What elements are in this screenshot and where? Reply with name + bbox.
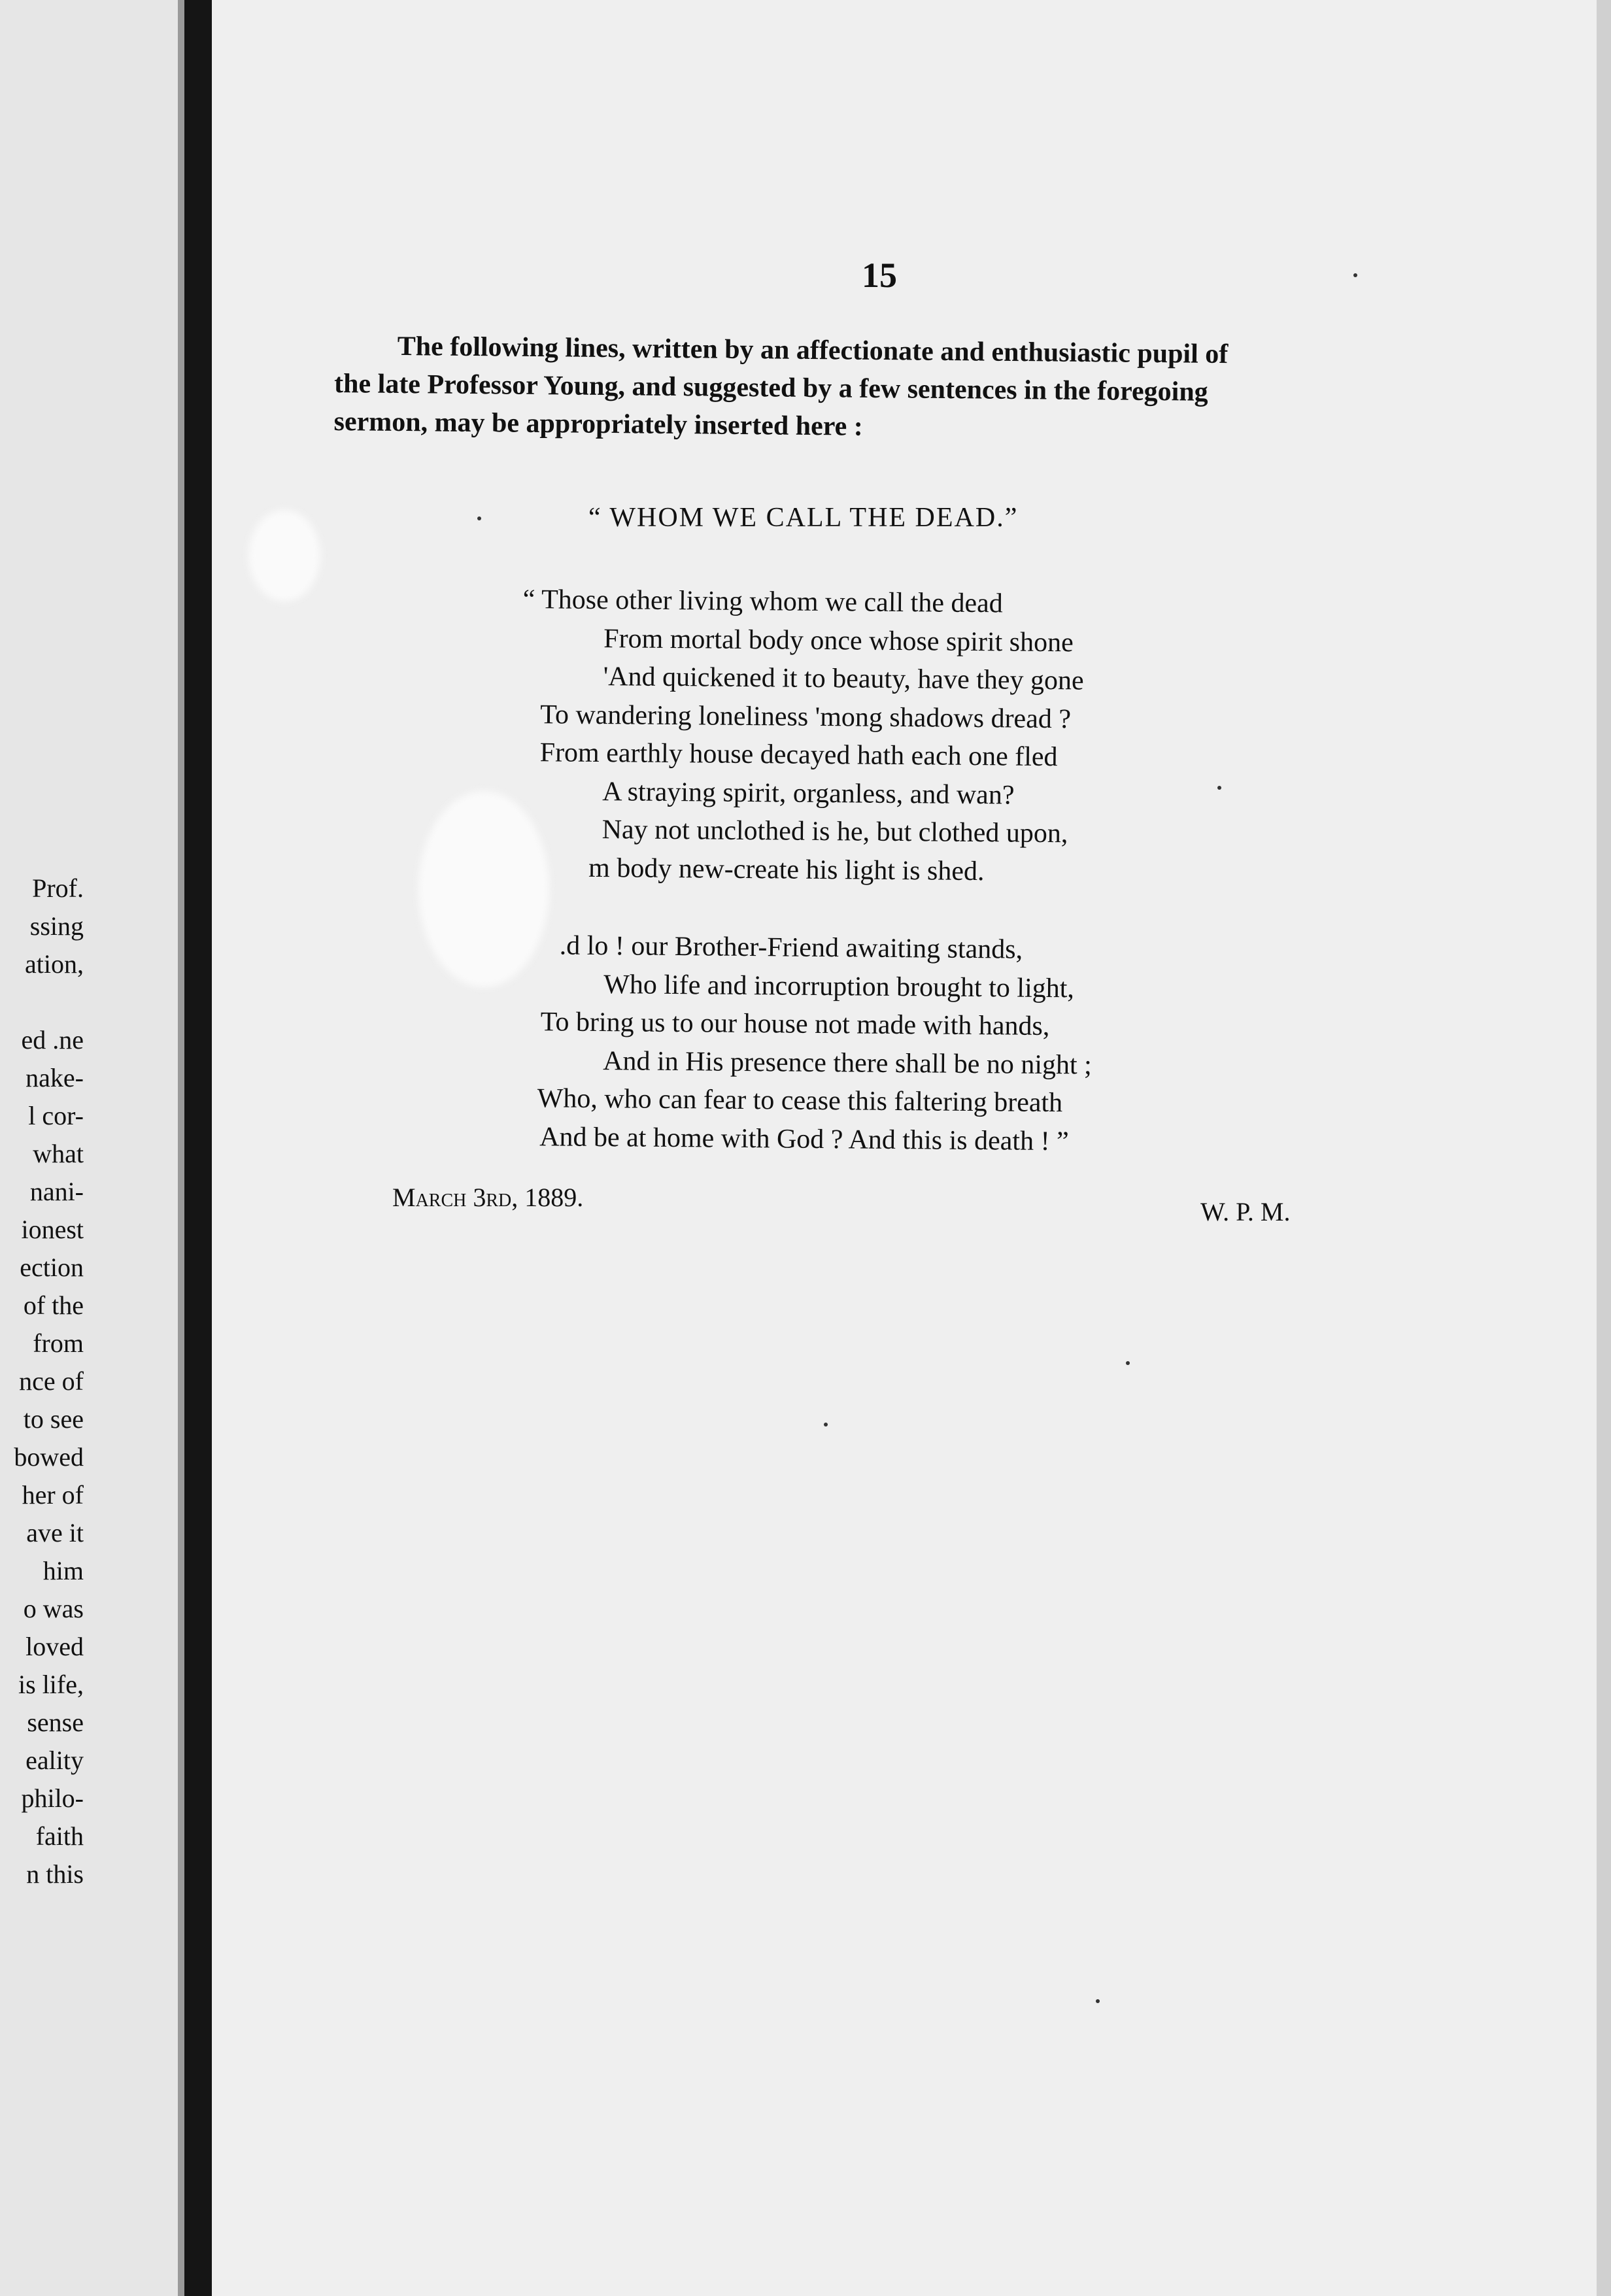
poem-date: March 3rd, 1889. bbox=[392, 1183, 584, 1212]
adjacent-line: o was bbox=[23, 1594, 84, 1623]
poem-stanza-1 bbox=[520, 581, 1295, 893]
poem-line: A straying spirit, organless, and wan? bbox=[602, 776, 1015, 811]
adjacent-line: sense bbox=[27, 1708, 84, 1737]
adjacent-line: him bbox=[42, 1556, 84, 1585]
adjacent-line: nce of bbox=[19, 1366, 84, 1396]
intro-line: the late Professor Young, and suggested by a few sentences in the foregoing bbox=[333, 368, 1208, 407]
adjacent-line: of the bbox=[23, 1291, 84, 1320]
poem-line: 'And quickened it to beauty, have they gone bbox=[603, 662, 1084, 696]
adjacent-line: bowed bbox=[14, 1442, 84, 1472]
adjacent-line: philo- bbox=[21, 1783, 84, 1813]
adjacent-line: her of bbox=[22, 1480, 84, 1510]
binding-gutter bbox=[184, 0, 212, 2296]
adjacent-line: ssing bbox=[29, 911, 84, 941]
poem-line: And be at home with God ? And this is death ! ” bbox=[539, 1121, 1069, 1156]
adjacent-line: Prof. bbox=[32, 873, 84, 903]
poem-line: “ Those other living whom we call the dead bbox=[522, 584, 1003, 619]
adjacent-line: ection bbox=[20, 1253, 84, 1282]
adjacent-line: n this bbox=[26, 1859, 84, 1889]
poem-line: To bring us to our house not made with hands, bbox=[540, 1007, 1050, 1042]
adjacent-line: nake- bbox=[25, 1063, 84, 1092]
adjacent-line: l cor- bbox=[28, 1101, 84, 1130]
scan-speck bbox=[1126, 1361, 1130, 1365]
poem-line: To wandering loneliness 'mong shadows dread ? bbox=[540, 699, 1072, 734]
scan-speck bbox=[1096, 1999, 1100, 2003]
poem-line: And in His presence there shall be no night ; bbox=[603, 1045, 1093, 1081]
adjacent-line: loved bbox=[25, 1632, 84, 1661]
poem-line: From mortal body once whose spirit shone bbox=[603, 623, 1074, 658]
poem-stanza-2 bbox=[521, 926, 1295, 1162]
scan-blot bbox=[248, 510, 320, 601]
adjacent-line: what bbox=[33, 1139, 84, 1168]
scan-speck bbox=[1353, 273, 1357, 277]
adjacent-line: from bbox=[33, 1328, 84, 1358]
poem-line: Who life and incorruption brought to light, bbox=[603, 969, 1075, 1004]
adjacent-line bbox=[0, 983, 84, 1021]
poem-line: .d lo ! our Brother-Friend awaiting stands, bbox=[559, 930, 1023, 965]
page-edge-right bbox=[1597, 0, 1611, 2296]
adjacent-line: is life, bbox=[18, 1670, 84, 1699]
poem-line: From earthly house decayed hath each one fled bbox=[539, 737, 1058, 773]
page-fold bbox=[178, 0, 184, 2296]
intro-line: sermon, may be appropriately inserted here : bbox=[333, 406, 863, 442]
scan-speck bbox=[477, 516, 481, 520]
intro-paragraph bbox=[333, 327, 1407, 451]
scan-speck bbox=[824, 1423, 828, 1427]
poem-line: Who, who can fear to cease this faltering breath bbox=[537, 1083, 1063, 1119]
author-initials: W. P. M. bbox=[1200, 1197, 1291, 1226]
adjacent-page-left bbox=[0, 0, 178, 2296]
page-number: 15 bbox=[862, 256, 897, 295]
adjacent-line: ionest bbox=[21, 1215, 84, 1244]
poem-line: Nay not unclothed is he, but clothed upon, bbox=[602, 815, 1068, 849]
adjacent-line: to see bbox=[23, 1404, 84, 1434]
intro-line: The following lines, written by an affectionate and enthusiastic pupil of bbox=[397, 331, 1229, 370]
poem-title: “ WHOM WE CALL THE DEAD.” bbox=[588, 503, 1019, 533]
adjacent-page-text bbox=[0, 869, 84, 1893]
adjacent-line: ation, bbox=[25, 949, 84, 979]
adjacent-line: eality bbox=[25, 1746, 84, 1775]
adjacent-line: ave it bbox=[26, 1518, 84, 1547]
adjacent-line: faith bbox=[35, 1821, 84, 1851]
poem-line: m body new-create his light is shed. bbox=[588, 853, 985, 886]
adjacent-line: nani- bbox=[29, 1177, 84, 1206]
adjacent-line: ed .ne bbox=[21, 1025, 84, 1055]
